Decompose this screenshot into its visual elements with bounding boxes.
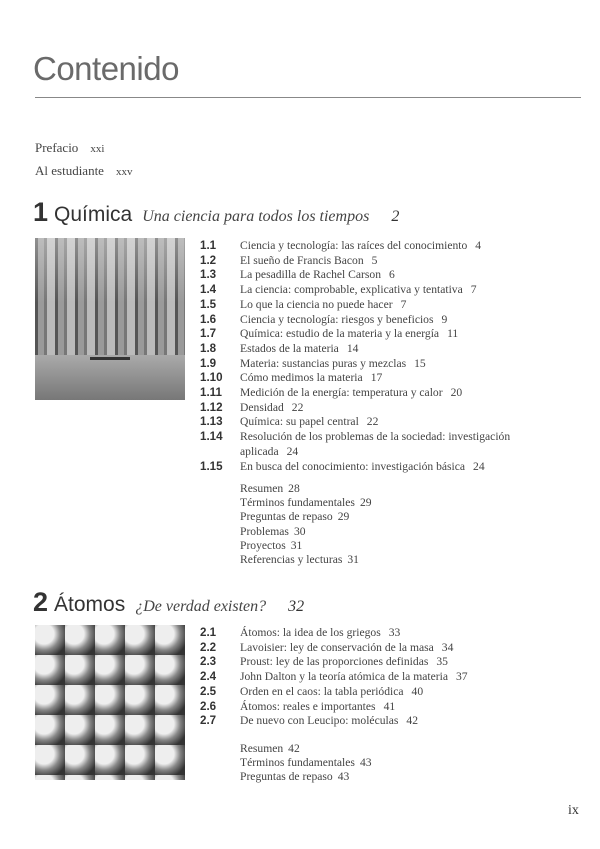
front-matter-estudiante [35,163,132,179]
section-number: 2.7 [200,714,217,728]
chapter-2-heading [33,587,304,618]
toc-extra-entry [240,510,372,524]
toc-entry [200,239,540,254]
extra-page: 29 [359,496,372,510]
section-title-wrap [240,386,540,401]
toc-entry [200,283,540,298]
section-number: 1.7 [200,327,217,341]
section-title: Átomos: reales e importantes [240,699,376,713]
toc-entry [200,415,540,430]
section-page: 22 [291,400,304,414]
extra-page: 30 [293,524,306,538]
toc-entry [200,670,540,685]
section-page: 9 [441,312,448,326]
toc-entry [200,254,540,269]
section-title-wrap [240,327,540,342]
section-page: 37 [455,670,468,684]
section-title-wrap [240,313,540,328]
toc-entry [200,714,540,729]
section-number: 1.1 [200,239,217,252]
chapter-1-extras [240,482,372,567]
section-title-wrap [240,670,540,685]
toc-entry [200,430,540,459]
chapter-subtitle: ¿De verdad existen? [135,598,267,615]
section-title-wrap [240,655,540,670]
section-title: Densidad [240,400,284,414]
section-page: 14 [346,341,359,355]
front-label: Al estudiante [35,163,104,178]
extra-title: Resumen [240,482,284,495]
chapter-2-sections [200,626,540,729]
toc-entry [200,357,540,372]
section-title: El sueño de Francis Bacon [240,253,364,267]
toc-entry [200,313,540,328]
section-title: Orden en el caos: la tabla periódica [240,684,404,698]
section-title-wrap [240,415,540,430]
section-title: Medición de la energía: temperatura y calor [240,386,443,400]
section-page: 17 [370,371,383,385]
extra-title: Referencias y lecturas [240,553,343,567]
section-title-wrap [240,700,540,715]
section-number: 1.3 [200,268,217,282]
section-title-wrap [240,268,540,283]
section-title: Estados de la materia [240,341,339,355]
front-page: xxv [115,166,133,178]
front-label: Prefacio [35,140,79,155]
section-number: 1.6 [200,312,217,326]
section-number: 2.3 [200,655,217,669]
toc-extra-entry [240,770,372,784]
chapter-number: 2 [33,587,49,617]
section-page: 34 [441,640,454,654]
toc-entry [200,655,540,670]
section-title: Átomos: la idea de los griegos [240,626,381,639]
section-title-wrap [240,641,540,656]
section-number: 1.15 [200,459,223,473]
toc-extra-entry [240,482,372,496]
section-page: 15 [414,356,426,370]
section-title: Lavoisier: ley de conservación de la masa [240,640,434,654]
section-page: 7 [470,283,477,297]
section-page: 6 [389,268,395,282]
extra-title: Preguntas de repaso [240,770,333,784]
section-number: 2.1 [200,626,217,639]
toc-entry [200,401,540,416]
section-page: 33 [388,626,401,639]
section-title-wrap [240,714,540,729]
section-page: 41 [383,699,396,713]
section-title: John Dalton y la teoría atómica de la materia [240,670,448,684]
extra-page: 43 [359,756,372,770]
extra-page: 31 [290,538,303,552]
section-title: Cómo medimos la materia [240,371,363,385]
chapter-name: Átomos [54,593,126,616]
section-title-wrap [240,357,540,372]
section-title: La pesadilla de Rachel Carson [240,268,382,282]
section-page: 24 [286,444,299,458]
section-title: Resolución de los problemas de la sociedad: investigación aplicada [240,430,511,458]
section-title: La ciencia: comprobable, explicativa y tentativa [240,283,463,297]
extra-page: 42 [288,742,300,755]
chapter-subtitle: Una ciencia para todos los tiempos [142,208,370,225]
section-title: Ciencia y tecnología: riesgos y beneficios [240,312,434,326]
extra-page: 31 [347,553,359,567]
toc-entry [200,386,540,401]
chapter-1-sections [200,239,540,474]
section-number: 2.5 [200,684,217,698]
section-page: 5 [371,253,378,267]
section-number: 2.2 [200,640,217,654]
section-page: 24 [473,459,485,473]
section-title-wrap [240,430,540,459]
extra-title: Problemas [240,524,289,538]
section-page: 40 [411,684,424,698]
toc-entry [200,700,540,715]
toc-entry [200,641,540,656]
toc-extra-entry [240,756,372,770]
chapter-page: 32 [288,598,305,615]
page-title: Contenido [33,50,179,87]
picnic-table [90,357,130,370]
section-title-wrap [240,626,540,641]
section-number: 1.2 [200,253,217,267]
toc-entry [200,626,540,641]
chapter-2-extras [240,742,372,785]
extra-title: Términos fundamentales [240,756,355,770]
section-page: 7 [400,297,407,311]
page-number: ix [568,803,579,818]
section-number: 1.5 [200,297,217,311]
toc-extra-entry [240,525,372,539]
extra-page: 28 [288,482,300,495]
chapter-number: 1 [33,197,49,227]
toc-extra-entry [240,539,372,553]
section-title-wrap [240,239,540,254]
section-number: 1.8 [200,341,217,355]
extra-page: 43 [337,770,350,784]
section-page: 4 [475,239,482,252]
section-title-wrap [240,371,540,386]
section-page: 20 [450,386,463,400]
chapter-1-heading [33,197,399,228]
section-number: 1.13 [200,415,223,429]
section-page: 22 [366,415,379,429]
extra-page: 29 [337,510,350,524]
section-number: 1.11 [200,386,222,400]
section-page: 42 [406,714,418,728]
atoms-microscopy-photo [35,625,185,780]
section-title: De nuevo con Leucipo: moléculas [240,714,399,728]
section-title: Proust: ley de las proporciones definidas [240,655,429,669]
section-title-wrap [240,401,540,416]
section-title-wrap [240,298,540,313]
section-title-wrap [240,283,540,298]
toc-entry [200,342,540,357]
section-title: En busca del conocimiento: investigación básica [240,459,466,473]
section-number: 1.4 [200,283,217,297]
front-matter-prefacio [35,140,104,156]
section-title-wrap [240,460,540,475]
title-divider [35,97,581,98]
section-number: 1.10 [200,371,223,385]
toc-entry [200,460,540,475]
section-page: 35 [436,655,448,669]
extra-title: Términos fundamentales [240,496,355,510]
section-number: 1.14 [200,430,223,444]
section-title-wrap [240,685,540,700]
section-title: Química: estudio de la materia y la energía [240,327,440,341]
extra-title: Preguntas de repaso [240,510,333,524]
section-title: Ciencia y tecnología: las raíces del conocimiento [240,239,468,252]
section-number: 2.4 [200,670,217,684]
section-title: Materia: sustancias puras y mezclas [240,356,407,370]
extra-title: Resumen [240,742,284,755]
section-title: Lo que la ciencia no puede hacer [240,297,393,311]
section-number: 1.12 [200,400,223,414]
chapter-name: Química [54,203,133,226]
section-number: 2.6 [200,699,217,713]
section-title-wrap [240,254,540,269]
section-page: 11 [447,327,459,341]
extra-title: Proyectos [240,538,286,552]
toc-entry [200,268,540,283]
section-number: 1.9 [200,356,217,370]
chapter-page: 2 [391,208,400,225]
section-title: Química: su papel central [240,415,359,429]
section-title-wrap [240,342,540,357]
toc-extra-entry [240,742,372,756]
front-page: xxi [90,143,105,155]
forest-photo [35,238,185,400]
toc-entry [200,298,540,313]
toc-entry [200,685,540,700]
toc-entry [200,371,540,386]
toc-extra-entry [240,553,372,567]
toc-entry [200,327,540,342]
toc-extra-entry [240,496,372,510]
